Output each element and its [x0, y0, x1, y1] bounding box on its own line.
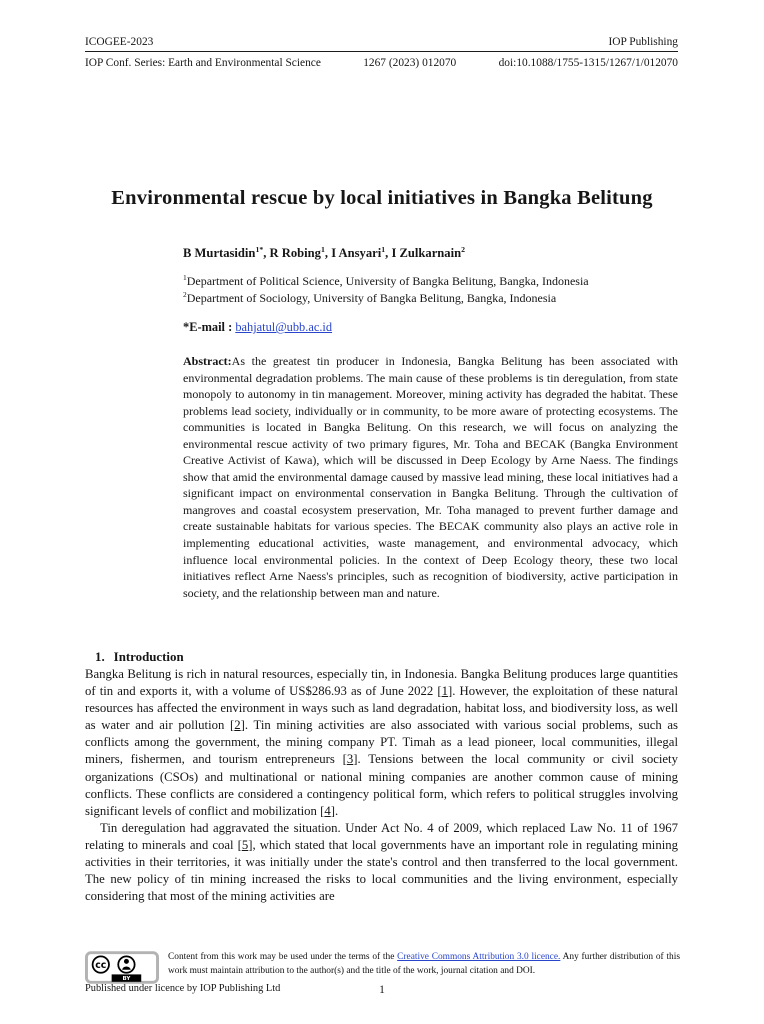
author-affiliation-mark: 1 — [381, 244, 386, 254]
email-line — [183, 320, 678, 335]
page-header — [85, 36, 678, 69]
abstract — [183, 353, 678, 601]
author-name: I Zulkarnain — [391, 246, 462, 260]
article-citation: 1267 (2023) 012070 — [363, 57, 457, 69]
affiliation: $^1$Department of Political Science, University of Bangka Belitung, Bangka, Indonesia — [183, 273, 589, 288]
publisher-name: IOP Publishing — [608, 36, 678, 48]
citation-link[interactable]: 5 — [241, 837, 249, 852]
published-under-licence: Published under licence by IOP Publishing Ltd — [85, 983, 281, 994]
author-affiliation-mark: 2 — [461, 244, 465, 254]
author-name: I Ansyari — [331, 246, 382, 260]
cc-by-badge-icon[interactable] — [85, 951, 159, 984]
author-name: R Robing — [269, 246, 321, 260]
badge-by-text: BY — [122, 976, 131, 983]
license-strip — [85, 951, 680, 984]
affiliation: $^2$Department of Sociology, University of Bangka Belitung, Bangka, Indonesia — [183, 289, 557, 305]
section-title: Introduction — [113, 650, 184, 664]
citation-link[interactable]: 3 — [346, 752, 354, 767]
citation-link[interactable]: 4 — [324, 803, 331, 818]
affiliation-list — [183, 273, 678, 306]
conference-name: ICOGEE-2023 — [85, 36, 154, 48]
citation-link[interactable]: 1 — [441, 684, 448, 699]
author-affiliation-mark: 1* — [255, 244, 264, 254]
svg-text:cc: cc — [95, 959, 107, 971]
email-label: *E-mail : — [183, 320, 236, 334]
page-number: 1 — [379, 984, 385, 996]
section-number: 1. — [95, 650, 105, 664]
author-line: B Murtasidin$^{1*}$, R Robing$^1$, I Ansyari$^1$, I Zulkarnain$^2$ — [183, 244, 465, 260]
license-link[interactable]: Creative Commons Attribution 3.0 licence. — [397, 952, 561, 962]
doi: doi:10.1088/1755-1315/1267/1/012070 — [498, 57, 678, 69]
intro-paragraphs — [85, 666, 678, 905]
author-name: B Murtasidin — [183, 246, 256, 260]
section-heading — [95, 650, 184, 665]
journal-name: IOP Conf. Series: Earth and Environmental Science — [85, 57, 321, 69]
paper-title: Environmental rescue by local initiatives in Bangka Belitung — [111, 187, 653, 209]
abstract-text: As the greatest tin producer in Indonesia, Bangka Belitung has been associated with environmental degradation problems. The main cause of these problems is tin deregulation, from state monopoly to autonomy in tin management. Moreover, mining activity has degraded the habitat. These problems lead society, individually or in community, to be more aware of protecting ecosystems. The communities is located in Bangka Belitung. On this research, we will focus on analyzing the environmental rescue activity of two primary figures, Mr. Toha and BECAK (Bangka Environment Creative Activist of Kawa), which will be discussed in Deep Ecology by Arne Naess. The findings show that amid the environmental damage caused by massive lead mining, these local initiatives had a significant impact on environmental conservation in Bangka Belitung. Through the cultivation of mangroves and coastal ecosystem preservation, Mr. Toha managed to prevent further damage and create sustainable habitats for various species. The BECAK community also plays an active role in implementing educational activities, waste management, and environmental advocacy, which influence local environmental policies. In the context of Deep Ecology theory, these two local initiatives reflect Arne Naess's principles, such as recognition of biodiversity, active participation in society, and the relationship between man and nature. — [183, 354, 678, 600]
author-block — [183, 246, 678, 335]
paragraph: Tin deregulation had aggravated the situation. Under Act No. 4 of 2009, which replaced Law No. 11 of 1967 relating to minerals and coal [5], which stated that local governments have an important role in regulating mining activities in their territories, it was initially under the state's control and then transferred to the local government. The new policy of tin mining increased the risks to local communities and the living environment, especially considering that most of the mining activities are — [85, 820, 678, 904]
citation-link[interactable]: 2 — [234, 718, 241, 733]
email-link[interactable]: bahjatul@ubb.ac.id — [235, 320, 333, 334]
abstract-label: Abstract: — [183, 354, 232, 368]
license-text: Content from this work may be used under the terms of the Creative Commons Attribution 3.0 licence. Any further distribution of this work must maintain attribution to the author(s) and the title of the work, journal citation and DOI. — [168, 952, 680, 976]
author-affiliation-mark: 1 — [320, 244, 325, 254]
paragraph: Bangka Belitung is rich in natural resources, especially tin, in Indonesia. Bangka Belitung produces large quantities of tin and exports it, with a volume of US$286.93 as of June 2022 [1]. However, the exploitation of these natural resources has affected the environment in ways such as land degradation, habitat loss, and biodiversity loss, as well as water and air pollution [2]. Tin mining activities are also associated with various social problems, such as conflicts among the government, the mining company PT. Timah as a lead pioneer, local communities, illegal miners, fishermen, and tourism entrepreneurs [3]. Tensions between the local community or civil society organizations (CSOs) and multinational or national mining companies are another common cause of mining conflicts. These conflicts are considered a contingency political form, which refers to political struggles involving significant levels of conflict and mobilization [4]. — [85, 667, 678, 818]
